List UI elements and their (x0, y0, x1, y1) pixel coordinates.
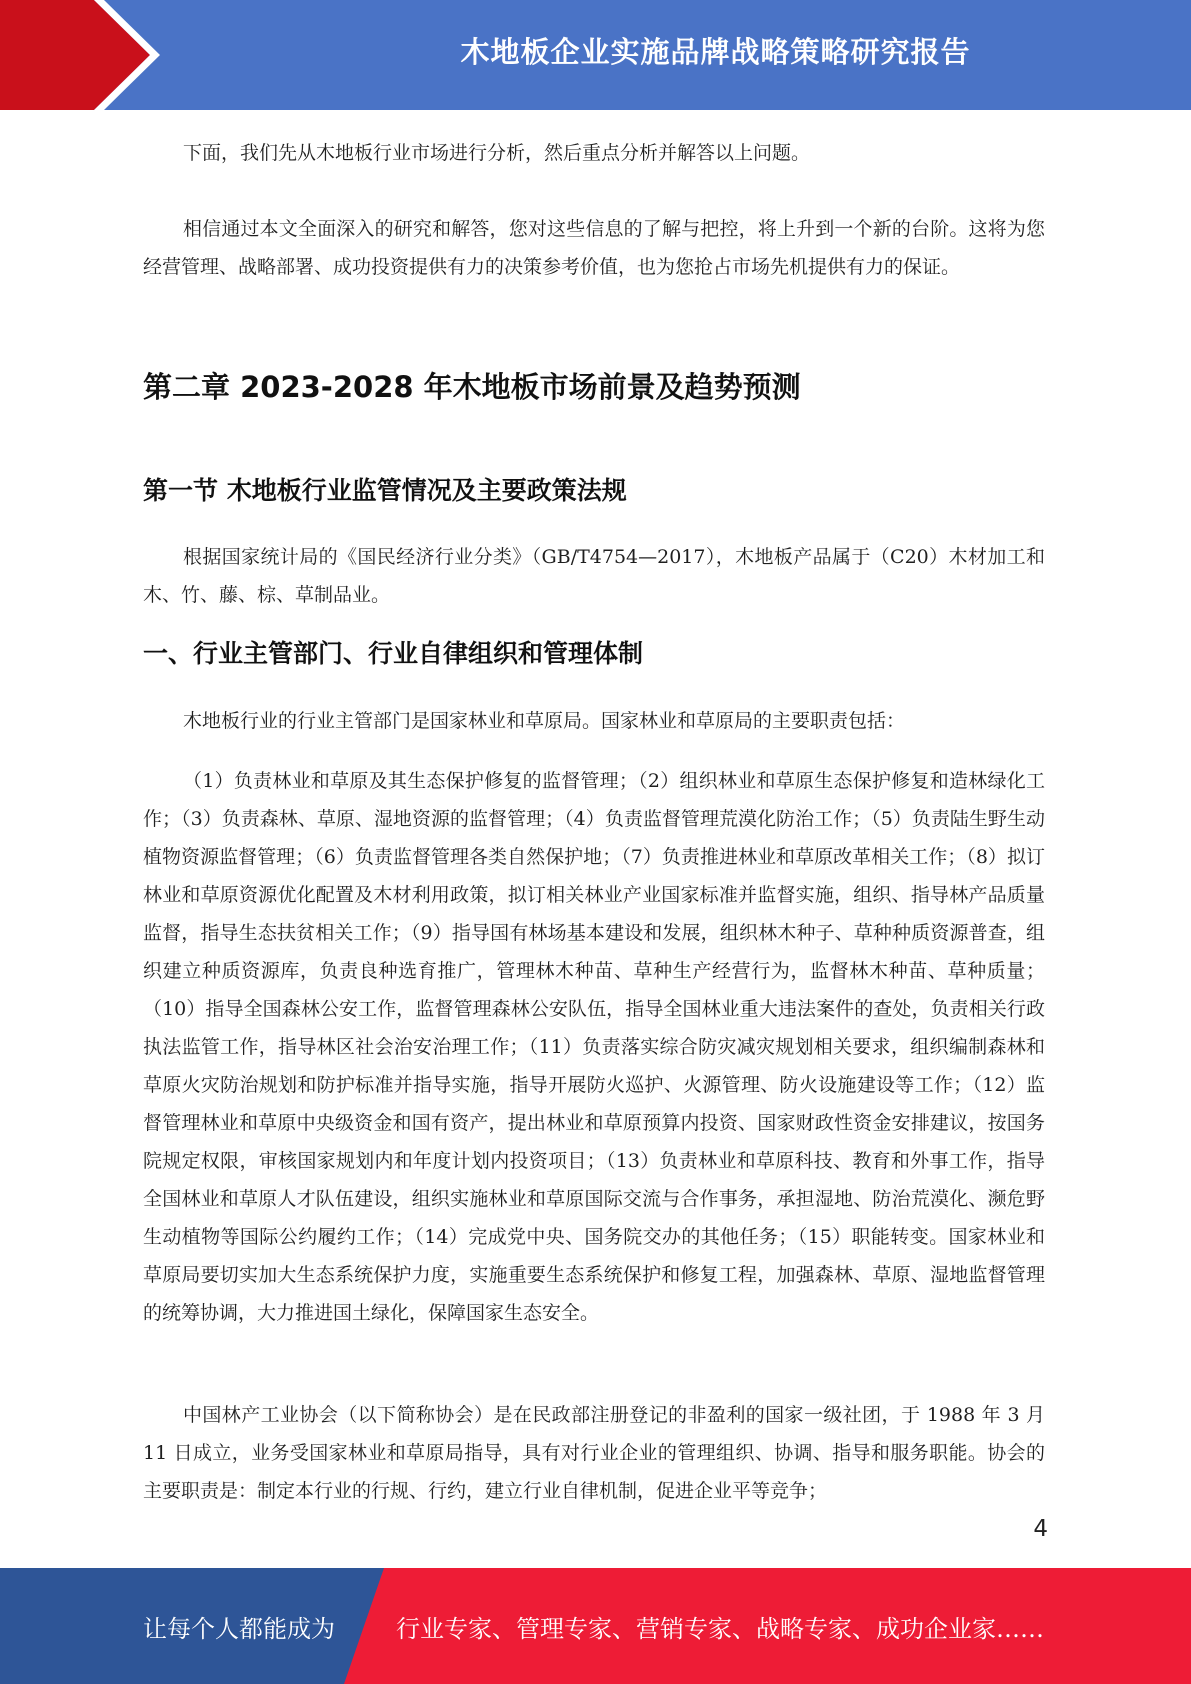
paragraph-intro-2: 相信通过本文全面深入的研究和解答，您对这些信息的了解与把控，将上升到一个新的台阶。这将为您经营管理、战略部署、成功投资提供有力的决策参考价值，也为您抢占市场先机提供有力的保证。 (143, 218, 1045, 278)
paragraph-classification: 根据国家统计局的《国民经济行业分类》（GB/T4754—2017），木地板产品属于（C20）木材加工和木、竹、藤、棕、草制品业。 (143, 546, 1045, 606)
footer-slogan-left: 让每个人都能成为 (143, 1614, 335, 1643)
subsection-title: 一、行业主管部门、行业自律组织和管理体制 (143, 639, 644, 668)
paragraph-duties: （1）负责林业和草原及其生态保护修复的监督管理；（2）组织林业和草原生态保护修复和造林绿化工作；（3）负责森林、草原、湿地资源的监督管理；（4）负责监督管理荒漠化防治工作；（5）负责陆生野生动植物资源监督管理；（6）负责监督管理各类自然保护地；（7）负责推进林业和草原改革相关工作；（8）拟订林业和草原资源优化配置及木材利用政策，拟订相关林业产业国家标准并监督实施，组织、指导林产品质量监督，指导生态扶贫相关工作；（9）指导国有林场基本建设和发展，组织林木种子、草种种质资源普查，组织建立种质资源库，负责良种选育推广，管理林木种苗、草种生产经营行为，监督林木种苗、草种质量；（10）指导全国森林公安工作，监督管理森林公安队伍，指导全国林业重大违法案件的查处，负责相关行政执法监管工作，指导林区社会治安治理工作；（11）负责落实综合防灾减灾规划相关要求，组织编制森林和草原火灾防治规划和防护标准并指导实施，指导开展防火巡护、火源管理、防火设施建设等工作；（12）监督管理林业和草原中央级资金和国有资产，提出林业和草原预算内投资、国家财政性资金安排建议，按国务院规定权限，审核国家规划内和年度计划内投资项目；（13）负责林业和草原科技、教育和外事工作，指导全国林业和草原人才队伍建设，组织实施林业和草原国际交流与合作事务，承担湿地、防治荒漠化、濒危野生动植物等国际公约履约工作；（14）完成党中央、国务院交办的其他任务；（15）职能转变。国家林业和草原局要切实加大生态系统保护力度，实施重要生态系统保护和修复工程，加强森林、草原、湿地监督管理的统筹协调，大力推进国土绿化，保障国家生态安全。 (143, 770, 1045, 1324)
paragraph-authority: 木地板行业的行业主管部门是国家林业和草原局。国家林业和草原局的主要职责包括： (183, 710, 906, 732)
section-title: 第一节 木地板行业监管情况及主要政策法规 (143, 476, 627, 505)
paragraph-association: 中国林产工业协会（以下简称协会）是在民政部注册登记的非盈利的国家一级社团，于 1988 年 3 月 11 日成立，业务受国家林业和草原局指导，具有对行业企业的管理组织、协调、指导和服务职能。协会的主要职责是：制定本行业的行规、行约，建立行业自律机制，促进企业平等竞争； (143, 1404, 1045, 1502)
page-footer (0, 1568, 1191, 1684)
chapter-title: 第二章 2023-2028 年木地板市场前景及趋势预测 (143, 370, 801, 404)
page-header (0, 0, 1191, 110)
footer-slogan-right: 行业专家、管理专家、营销专家、战略专家、成功企业家…… (396, 1614, 1044, 1643)
header-title: 木地板企业实施品牌战略策略研究报告 (460, 34, 971, 69)
paragraph-intro-1: 下面，我们先从木地板行业市场进行分析，然后重点分析并解答以上问题。 (183, 142, 811, 164)
page-number: 4 (1033, 1516, 1048, 1542)
